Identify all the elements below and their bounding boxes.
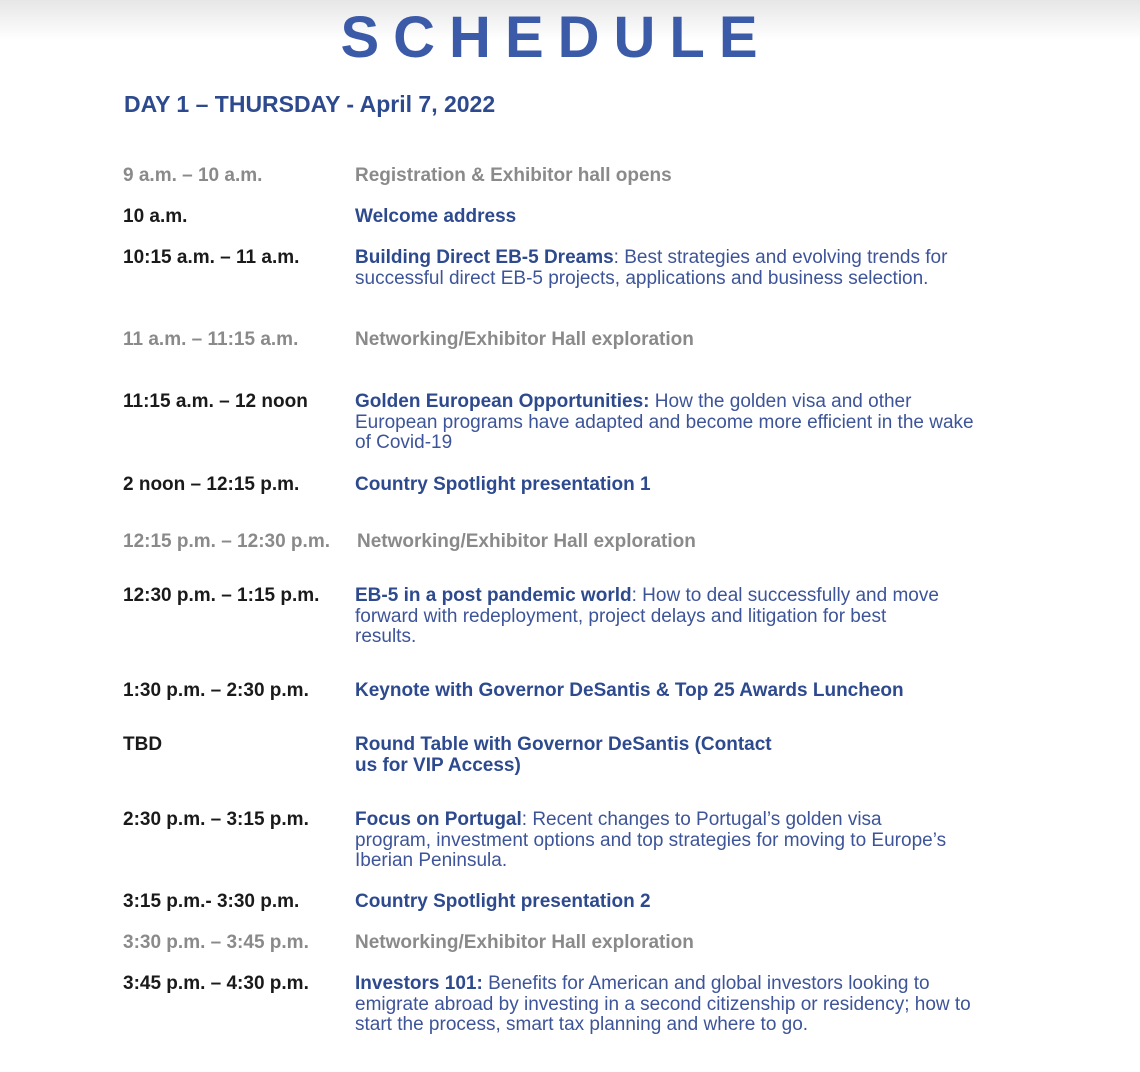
row-title: Golden European Opportunities:	[355, 391, 650, 412]
row-description	[355, 586, 945, 648]
row-title: Country Spotlight presentation 1	[355, 474, 651, 495]
row-text: How the golden visa and other European programs have adapted and become more efficient in the wake of Covid-19	[355, 391, 974, 453]
row-title: Keynote with Governor DeSantis & Top 25 Awards Luncheon	[355, 680, 904, 701]
row-time: 11 a.m. – 11:15 a.m.	[123, 329, 299, 350]
row-description	[355, 248, 980, 289]
row-description	[355, 810, 960, 872]
row-description	[355, 974, 980, 1036]
row-title: Networking/Exhibitor Hall exploration	[357, 531, 696, 552]
row-time: 3:45 p.m. – 4:30 p.m.	[123, 973, 309, 994]
row-title: EB-5 in a post pandemic world	[355, 585, 632, 606]
row-time: 9 a.m. – 10 a.m.	[123, 165, 263, 186]
row-text: Benefits for American and global investors looking to emigrate abroad by investing in a second citizenship or residency; how to start the process, smart tax planning and where to go.	[355, 973, 971, 1035]
row-text: : Best strategies and evolving trends for successful direct EB-5 projects, applications and business selection.	[355, 247, 948, 289]
row-time: 3:30 p.m. – 3:45 p.m.	[123, 932, 309, 953]
row-time: 3:15 p.m.- 3:30 p.m.	[123, 891, 300, 912]
row-title: Networking/Exhibitor Hall exploration	[355, 329, 694, 350]
row-time: TBD	[123, 734, 163, 755]
row-description	[355, 392, 980, 454]
day-heading: DAY 1 – THURSDAY - April 7, 2022	[124, 91, 496, 117]
row-time: 10:15 a.m. – 11 a.m.	[123, 247, 300, 268]
page-title: SCHEDULE	[340, 5, 772, 70]
row-title: Welcome address	[355, 206, 517, 227]
row-time: 11:15 a.m. – 12 noon	[123, 391, 308, 412]
row-text: : How to deal successfully and move forward with redeployment, project delays and litigation for best results.	[355, 585, 939, 647]
row-title: Round Table with Governor DeSantis (Contact us for VIP Access)	[355, 734, 772, 776]
row-title: Country Spotlight presentation 2	[355, 891, 651, 912]
row-text: : Recent changes to Portugal’s golden visa program, investment options and top strategies for moving to Europe’s Iberian Peninsula.	[355, 809, 947, 871]
row-title: Investors 101:	[355, 973, 483, 994]
row-title: Building Direct EB-5 Dreams	[355, 247, 614, 268]
row-time: 10 a.m.	[123, 206, 188, 227]
row-title: Networking/Exhibitor Hall exploration	[355, 932, 694, 953]
row-title: Focus on Portugal	[355, 809, 522, 830]
row-time: 12:15 p.m. – 12:30 p.m.	[123, 531, 330, 552]
row-time: 2:30 p.m. – 3:15 p.m.	[123, 809, 309, 830]
row-time: 12:30 p.m. – 1:15 p.m.	[123, 585, 320, 606]
row-time: 1:30 p.m. – 2:30 p.m.	[123, 680, 309, 701]
row-title: Registration & Exhibitor hall opens	[355, 165, 672, 186]
row-time: 2 noon – 12:15 p.m.	[123, 474, 300, 495]
